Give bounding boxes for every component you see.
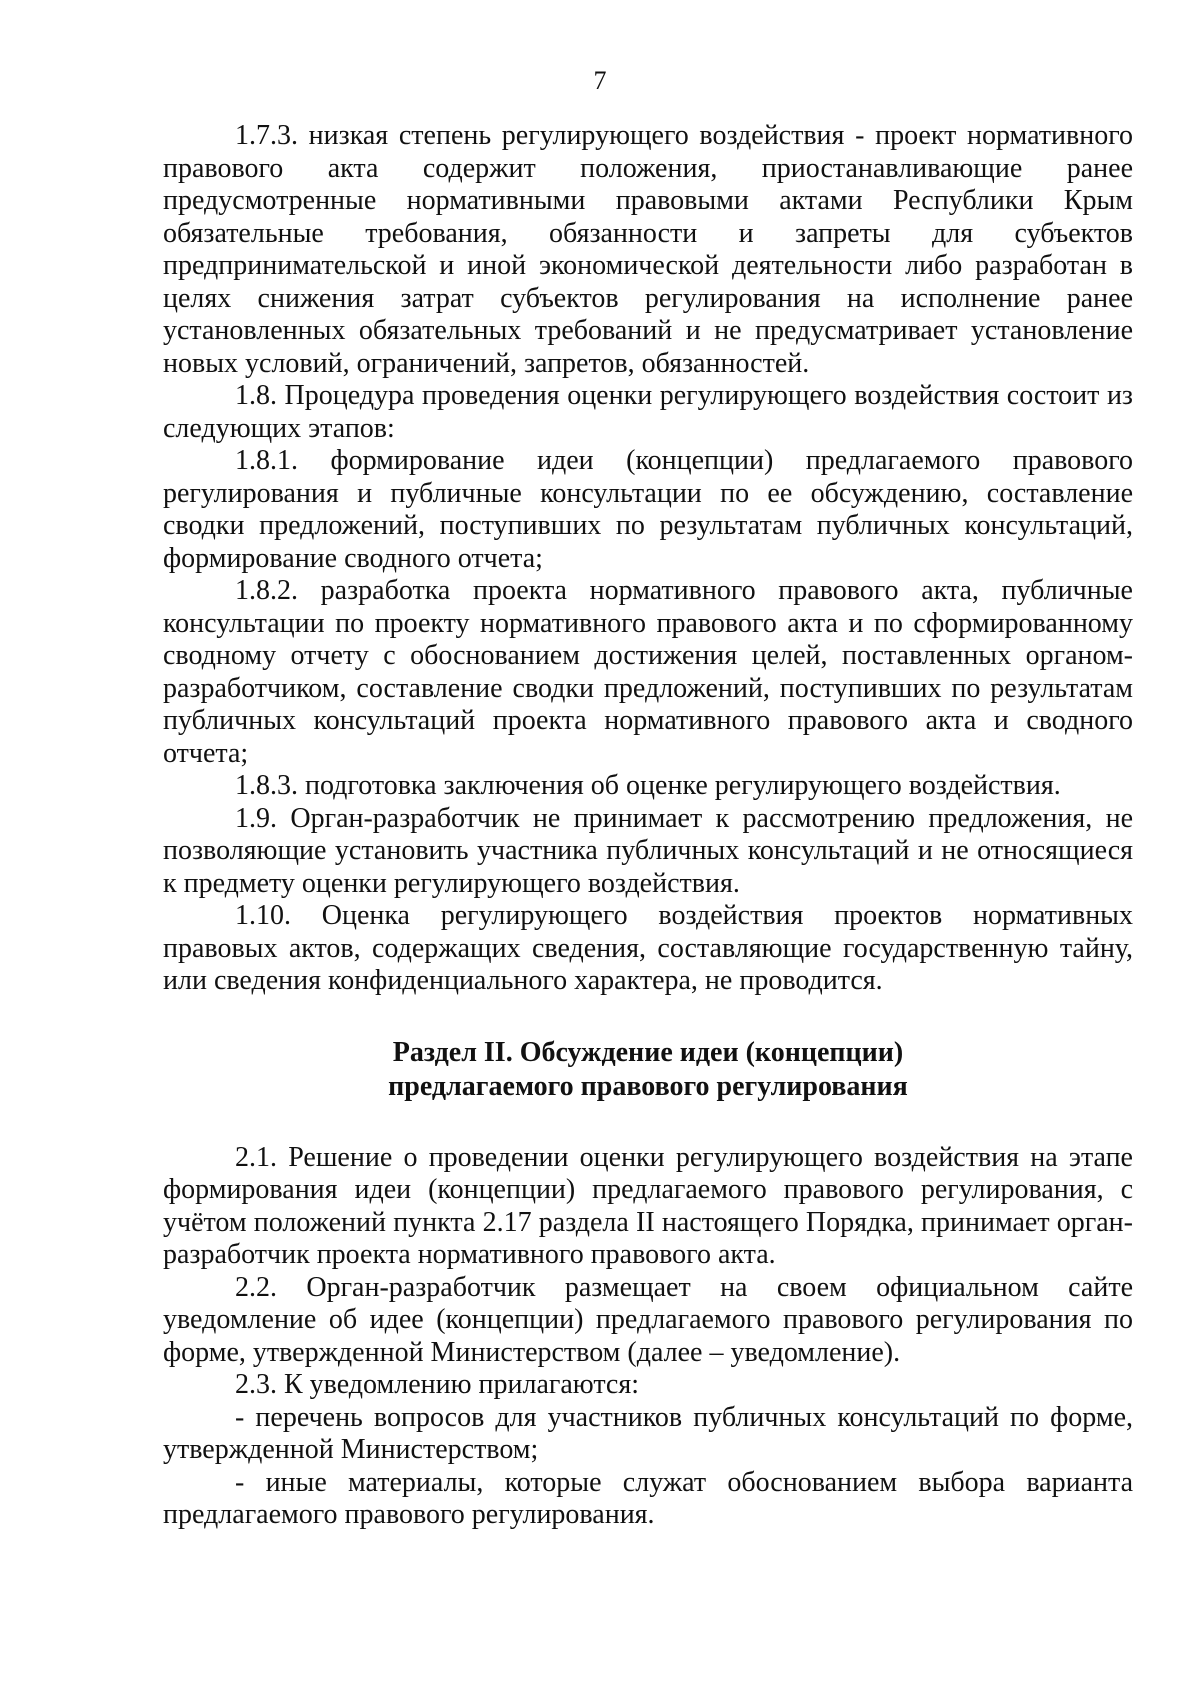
section-heading — [163, 1036, 1133, 1104]
paragraph-1-8-2: 1.8.2. разработка проекта нормативного правового акта, публичные консультации по проекту нормативного правового акта и по сформированному сводному отчету с обоснованием достижения целей, поставленных органом-разработчиком, составление сводки предложений, поступивших по результатам публичных консультаций проекта нормативного правового акта и сводного отчета; — [163, 575, 1133, 769]
paragraph-1-9: 1.9. Орган-разработчик не принимает к рассмотрению предложения, не позволяющие установить участника публичных консультаций и не относящиеся к предмету оценки регулирующего воздействия. — [163, 802, 1133, 899]
paragraph-2-3: 2.3. К уведомлению прилагаются: — [235, 1369, 640, 1400]
paragraph-1-7-3: 1.7.3. низкая степень регулирующего воздействия - проект нормативного правового акта содержит положения, приостанавливающие ранее предусмотренные нормативными правовыми актами Республики Крым обязательные требования, обязанности и запреты для субъектов предпринимательской и иной экономической деятельности либо разработан в целях снижения затрат субъектов регулирования на исполнение ранее установленных обязательных требований и не предусматривает установление новых условий, ограничений, запретов, обязанностей. — [163, 120, 1133, 379]
document-body — [163, 120, 1133, 1532]
list-item-other-materials: - иные материалы, которые служат обоснованием выбора варианта предлагаемого правового регулирования. — [163, 1466, 1133, 1530]
section-heading-line-2: предлагаемого правового регулирования — [388, 1070, 908, 1102]
paragraph-2-1: 2.1. Решение о проведении оценки регулирующего воздействия на этапе формирования идеи (концепции) предлагаемого правового регулирования, с учётом положений пункта 2.17 раздела II настоящего Порядка, принимает орган-разработчик проекта нормативного правового акта. — [163, 1141, 1133, 1270]
paragraph-1-8: 1.8. Процедура проведения оценки регулирующего воздействия состоит из следующих этапов: — [163, 380, 1133, 444]
page-number: 7 — [593, 66, 607, 95]
paragraph-1-10: 1.10. Оценка регулирующего воздействия проектов нормативных правовых актов, содержащих сведения, составляющие государственную тайну, или сведения конфиденциального характера, не проводится. — [163, 900, 1133, 996]
paragraph-1-8-3: 1.8.3. подготовка заключения об оценке регулирующего воздействия. — [235, 770, 1061, 801]
list-item-questions: - перечень вопросов для участников публичных консультаций по форме, утвержденной Министерством; — [163, 1401, 1133, 1465]
section-heading-line-1: Раздел II. Обсуждение идеи (концепции) — [392, 1036, 904, 1068]
paragraph-2-2: 2.2. Орган-разработчик размещает на своем официальном сайте уведомление об идее (концепции) предлагаемого правового регулирования по форме, утвержденной Министерством (далее – уведомление). — [163, 1271, 1133, 1368]
paragraph-1-8-1: 1.8.1. формирование идеи (концепции) предлагаемого правового регулирования и публичные консультации по ее обсуждению, составление сводки предложений, поступивших по результатам публичных консультаций, формирование сводного отчета; — [163, 445, 1133, 574]
